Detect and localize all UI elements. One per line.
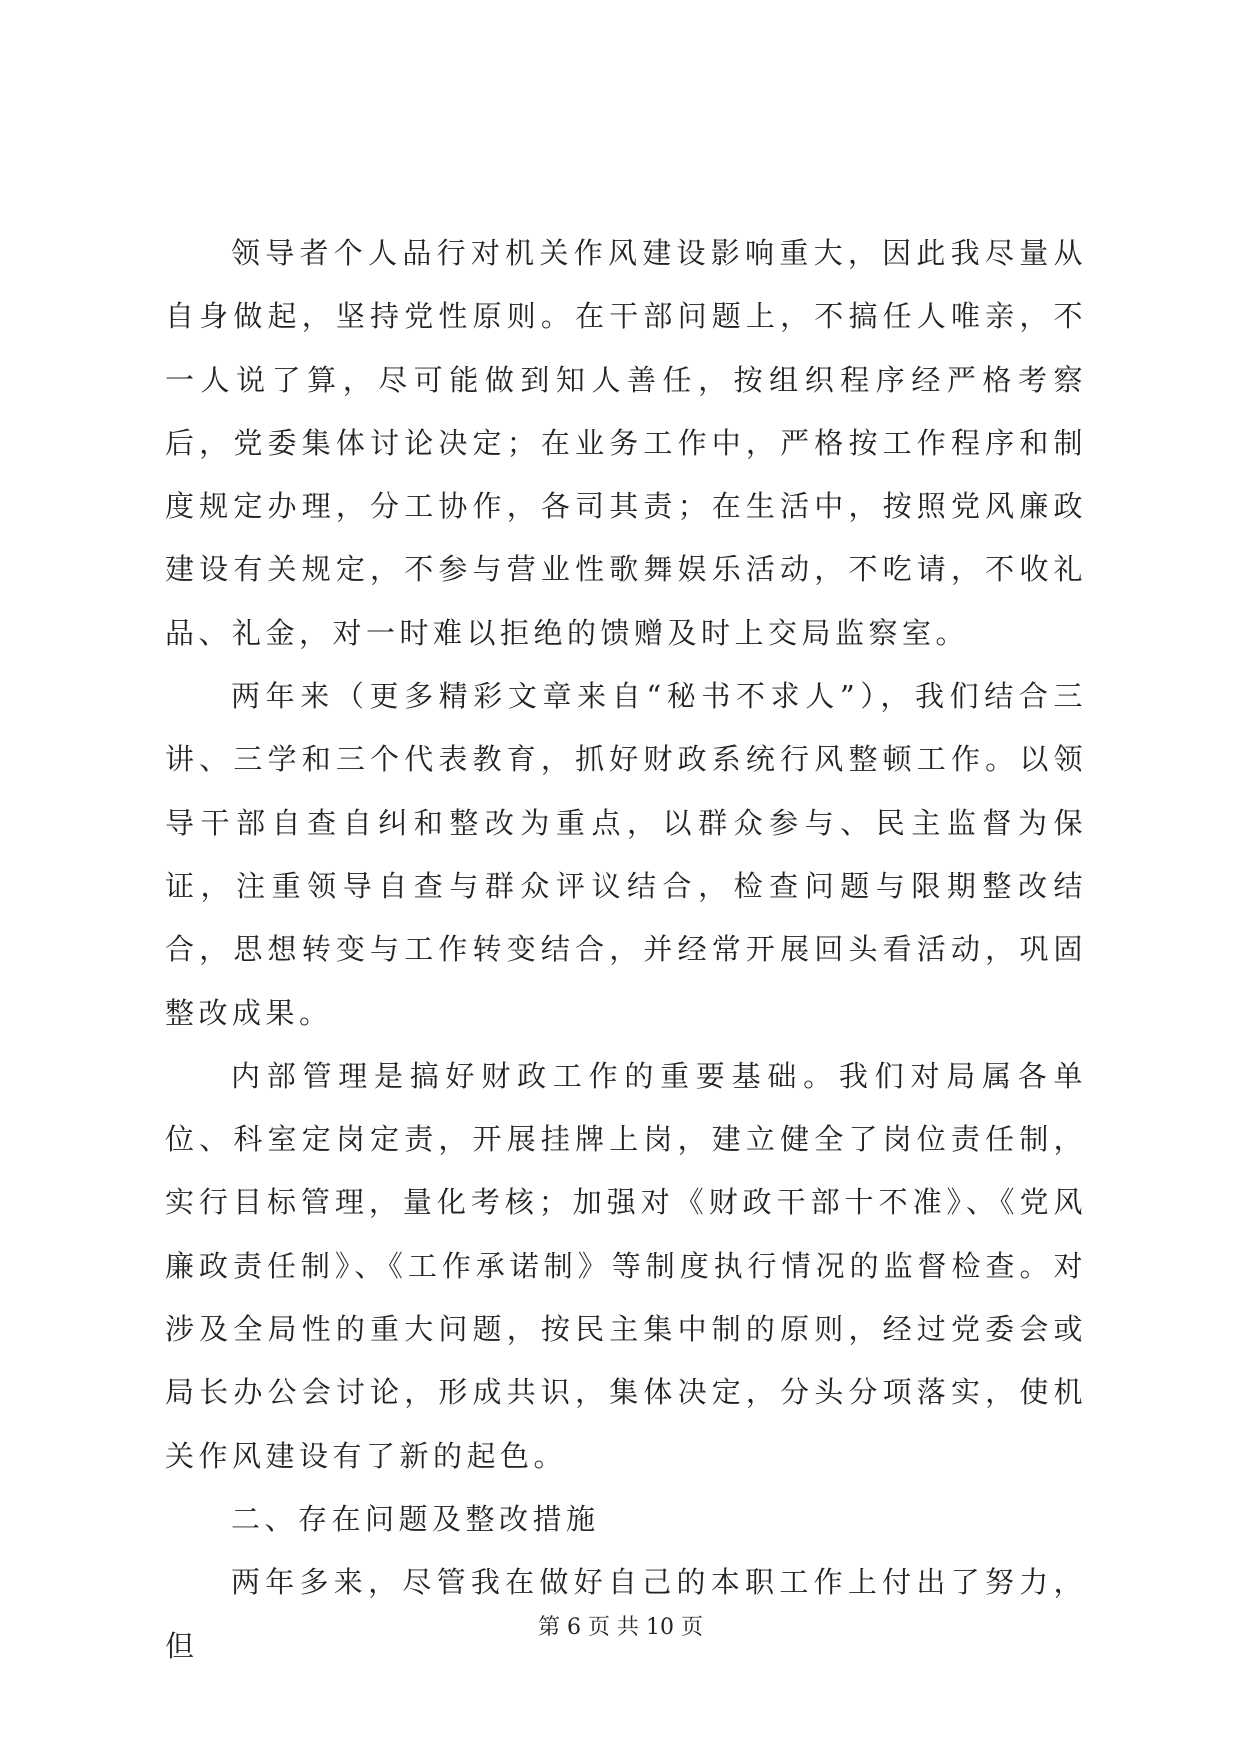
paragraph-problems-intro: 两年多来，尽管我在做好自己的本职工作上付出了努力，但 <box>165 1565 1087 1663</box>
paragraph-rectification-work: 两年来（更多精彩文章来自“秘书不求人”），我们结合三讲、三学和三个代表教育，抓好财政系统行风整顿工作。以领导干部自查自纠和整改为重点，以群众参与、民主监督为保证，注重领导自查与群众评议结合，检查问题与限期整改结合，思想转变与工作转变结合，并经常开展回头看活动，巩固整改成果。 <box>165 679 1087 1030</box>
paragraph-leadership-conduct: 领导者个人品行对机关作风建设影响重大，因此我尽量从自身做起，坚持党性原则。在干部问题上，不搞任人唯亲，不一人说了算，尽可能做到知人善任，按组织程序经严格考察后，党委集体讨论决定；在业务工作中，严格按工作程序和制度规定办理，分工协作，各司其责；在生活中，按照党风廉政建设有关规定，不参与营业性歌舞娱乐活动，不吃请，不收礼品、礼金，对一时难以拒绝的馈赠及时上交局监察室。 <box>165 236 1087 650</box>
section-heading-problems-measures: 二、存在问题及整改措施 <box>231 1501 600 1536</box>
paragraph-internal-management: 内部管理是搞好财政工作的重要基础。我们对局属各单位、科室定岗定责，开展挂牌上岗，建立健全了岗位责任制，实行目标管理，量化考核；加强对《财政干部十不准》、《党风廉政责任制》、《工作承诺制》等制度执行情况的监督检查。对涉及全局性的重大问题，按民主集中制的原则，经过党委会或局长办公会讨论，形成共识，集体决定，分头分项落实，使机关作风建设有了新的起色。 <box>165 1058 1087 1473</box>
page-number-footer: 第 6 页 共 10 页 <box>538 1615 703 1640</box>
document-body <box>165 222 1087 1678</box>
